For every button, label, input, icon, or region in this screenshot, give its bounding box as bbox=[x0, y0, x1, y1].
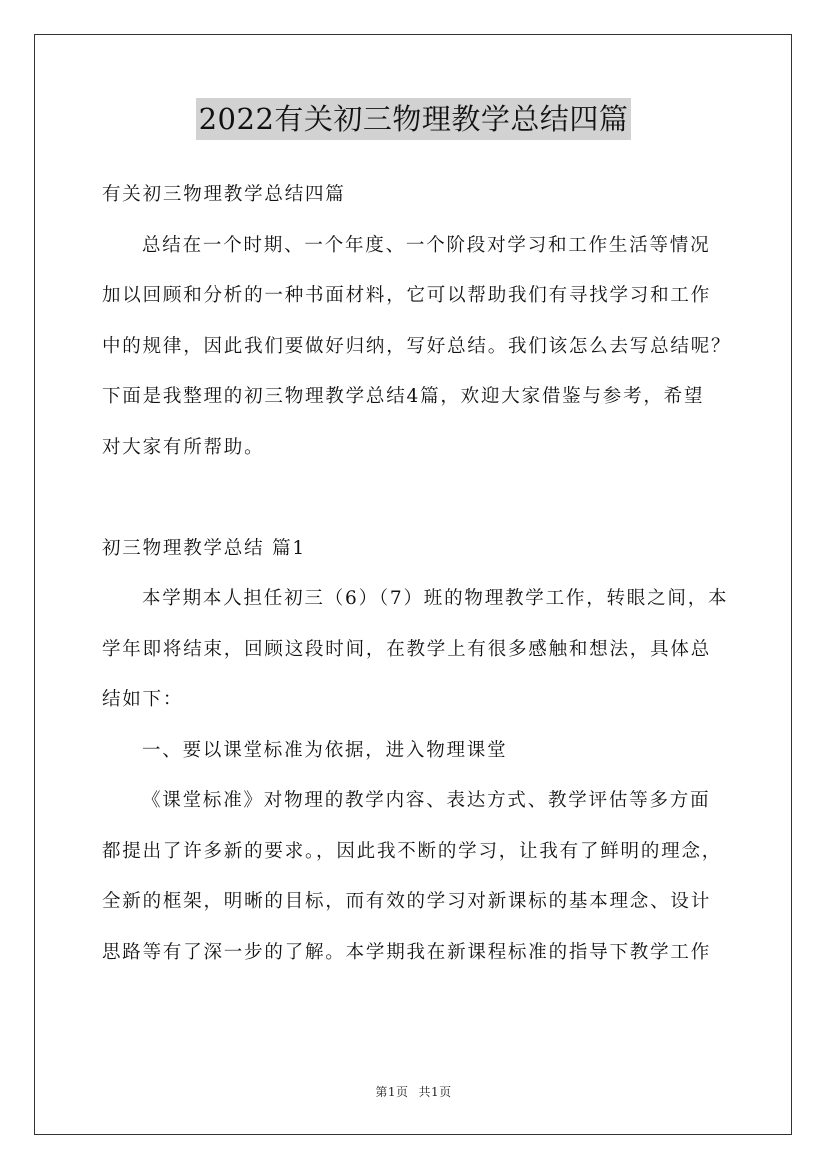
document-title: 2022有关初三物理教学总结四篇 bbox=[196, 98, 632, 140]
intro-line: 加以回顾和分析的一种书面材料，它可以帮助我们有寻找学习和工作 bbox=[102, 285, 712, 306]
page-footer bbox=[0, 1083, 827, 1100]
spacer bbox=[102, 473, 742, 524]
paragraph-line: 本学期本人担任初三（6）（7）班的物理教学工作，转眼之间，本 bbox=[142, 588, 729, 609]
paragraph-line: 都提出了许多新的要求。，因此我不断的学习，让我有了鲜明的理念， bbox=[102, 840, 723, 862]
paragraph-line: 《课堂标准》对物理的教学内容、表达方式、教学评估等多方面 bbox=[142, 790, 711, 811]
page-total: 共1页 bbox=[418, 1085, 452, 1099]
paragraph-line: 思路等有了深一步的了解。本学期我在新课程标准的指导下教学工作 bbox=[102, 941, 712, 963]
intro-line: 中的规律，因此我们要做好归纳，写好总结。我们该怎么去写总结呢？ bbox=[102, 335, 732, 357]
page-number: 第1页 bbox=[375, 1085, 409, 1099]
title-container bbox=[0, 98, 827, 140]
paragraph-line: 学年即将结束，回顾这段时间，在教学上有很多感触和想法，具体总 bbox=[102, 638, 712, 660]
intro-line: 对大家有所帮助。 bbox=[102, 436, 265, 458]
document-body bbox=[102, 170, 742, 978]
paragraph-line: 结如下： bbox=[102, 689, 184, 710]
paragraph-line: 全新的框架，明晰的目标，而有效的学习对新课标的基本理念、设计 bbox=[102, 891, 712, 912]
section-heading: 初三物理教学总结 篇1 bbox=[102, 537, 306, 559]
document-subtitle: 有关初三物理教学总结四篇 bbox=[102, 184, 346, 205]
intro-line: 总结在一个时期、一个年度、一个阶段对学习和工作生活等情况 bbox=[142, 234, 711, 256]
point-heading: 一、要以课堂标准为依据，进入物理课堂 bbox=[142, 739, 508, 761]
intro-line: 下面是我整理的初三物理教学总结4篇，欢迎大家借鉴与参考，希望 bbox=[102, 386, 705, 407]
